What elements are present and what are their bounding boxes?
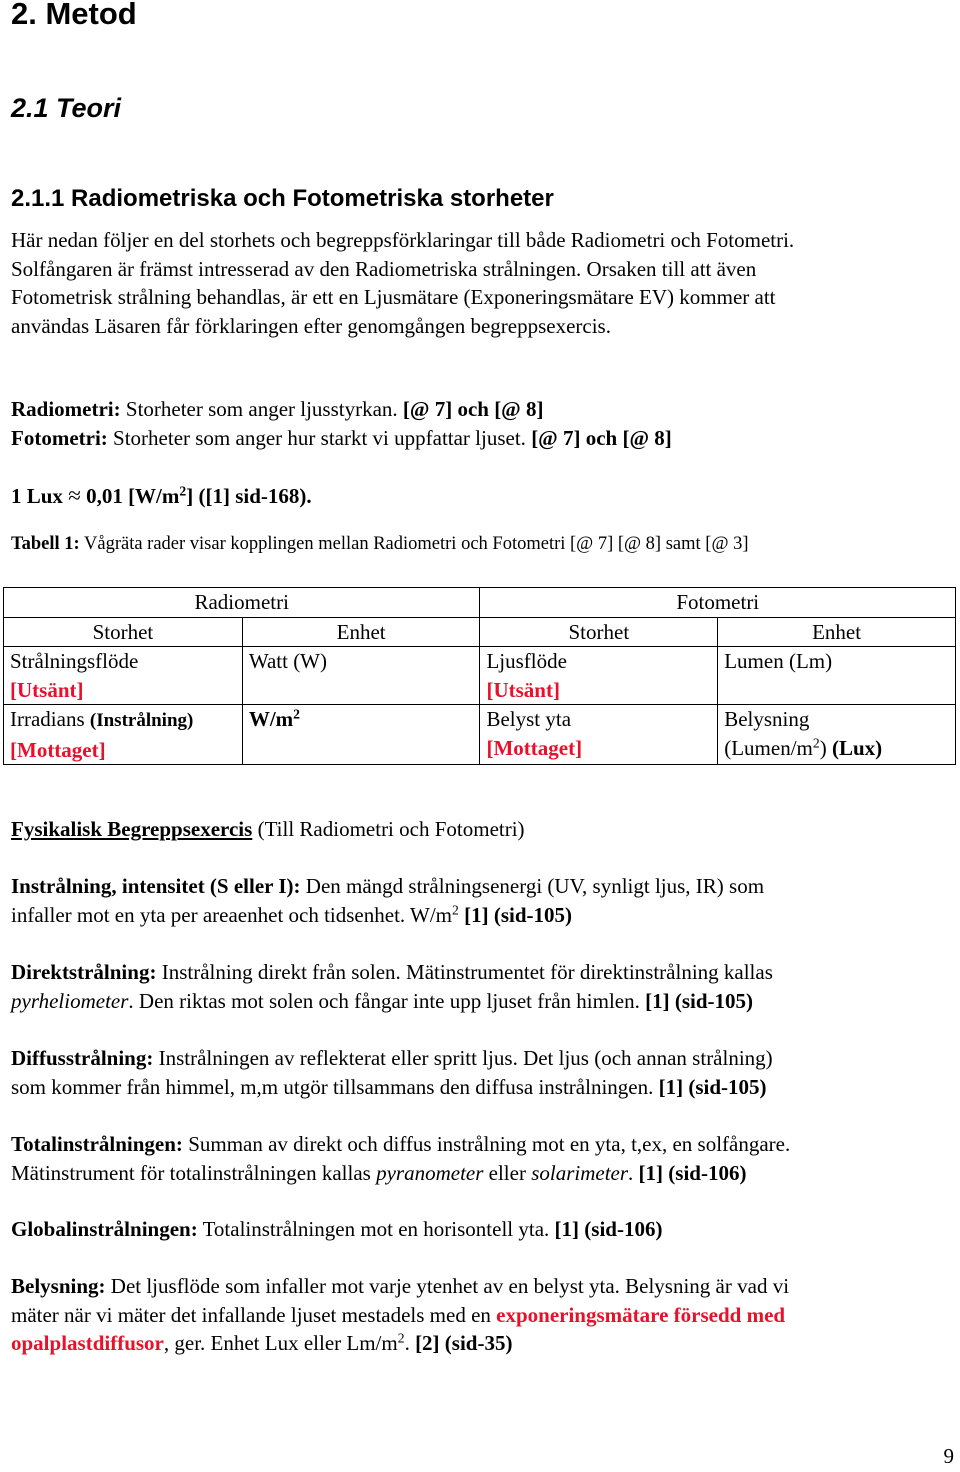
term-diffusstralning: Diffusstrålning: Instrålningen av reflekterat eller spritt ljus. Det ljus (och annan strålning) som kommer från himmel, m,m utgör tillsammans den diffusa instrålningen. [1] (sid-105) [11,1046,773,1099]
reference: [@ 7] och [@ 8] [531,426,672,450]
definition-fotometri: Fotometri: Storheter som anger hur starkt vi uppfattar ljuset. [@ 7] och [@ 8] [11,426,672,450]
table-caption: Tabell 1: Vågräta rader visar kopplingen mellan Radiometri och Fotometri [@ 7] [@ 8] samt [@ 3] [11,534,749,554]
term: Instrålning, intensitet (S eller I): [11,874,301,898]
lux-conversion: 1 Lux ≈ 0,01 $[W/m^2]$ ([1] sid-168). [11,483,312,508]
table-row [4,617,956,647]
page-number: 9 [943,1444,954,1468]
table-cell: $W/m^2$ [242,705,480,765]
table-cell: Irradians (Instrålning) [Mottaget] [4,705,243,765]
highlight-red: exponeringsmätare försedd med [496,1302,786,1327]
heading-metod: 2. Metod [11,0,137,31]
group-header-radiometri: Radiometri [4,588,480,618]
term-direktstralning: Direktstrålning: Instrålning direkt från solen. Mätinstrumentet för direktinstrålning kallas pyrheliometer. Den riktas mot solen och fångar inte upp ljuset från himlen. [1] (sid-105) [11,960,773,1013]
intro-line: Solfångaren är främst intresserad av den Radiometriska strålningen. Orsaken till att även [11,256,757,281]
approx-symbol: ≈ [68,483,81,508]
exercise-heading: Fysikalisk Begreppsexercis (Till Radiometri och Fotometri) [11,817,525,841]
reference: [1] (sid-106) [554,1217,663,1241]
table-row [4,588,956,618]
tag-utsant: [Utsänt] [10,677,84,702]
table-cell: Ljusflöde [Utsänt] [480,647,718,705]
table-cell: Lumen (Lm) [718,647,956,705]
reference: [1] (sid-105) [458,902,573,927]
radiometri-fotometri-table [3,587,956,765]
term: Radiometri: [11,397,121,421]
intro-paragraph [11,226,794,340]
table-cell: Strålningsflöde [Utsänt] [4,647,243,705]
term: Globalinstrålningen: [11,1217,198,1241]
reference: [2] (sid-35) [415,1331,513,1355]
definition-radiometri: Radiometri: Storheter som anger ljusstyrkan. [@ 7] och [@ 8] [11,397,544,421]
term: Direktstrålning: [11,960,157,984]
group-header-fotometri: Fotometri [480,588,956,618]
column-header-storhet: Storhet [480,617,718,647]
table-cell: Belyst yta [Mottaget] [480,705,718,765]
reference: [1] (sid-105) [658,1074,767,1099]
reference: [1] (sid-106) [638,1160,747,1185]
tag-mottaget: [Mottaget] [486,735,583,760]
term: Fotometri: [11,426,108,450]
reference: [@ 7] och [@ 8] [402,397,544,421]
column-header-enhet: Enhet [718,617,956,647]
term: Totalinstrålningen: [11,1132,183,1156]
highlight-red: opalplastdiffusor [11,1331,164,1355]
column-header-storhet: Storhet [4,617,243,647]
term-instralning: Instrålning, intensitet (S eller I): Den mängd strålningsenergi (UV, synligt ljus, IR) som infaller mot en yta per areaenhet och tidsenhet. $W/m^2$ [1] (sid-105) [11,874,765,927]
table-row [4,647,956,705]
heading-radiometriska: 2.1.1 Radiometriska och Fotometriska storheter [11,185,554,212]
table-cell: Belysning $(Lumen/m^2)$ (Lux) [718,705,956,765]
term: Diffusstrålning: [11,1046,154,1070]
term: Belysning: [11,1274,106,1298]
table-row [4,705,956,765]
heading-teori: 2.1 Teori [11,93,122,123]
intro-line: Här nedan följer en del storhets och begreppsförklaringar till både Radiometri och Fotometri. [11,228,795,252]
intro-line: användas Läsaren får förklaringen efter genomgången begreppsexercis. [11,313,611,338]
reference: [1] (sid-105) [645,988,754,1013]
intro-line: Fotometrisk strålning behandlas, är ett en Ljusmätare (Exponeringsmätare EV) kommer att [11,285,776,309]
term-totalinstralningen: Totalinstrålningen: Summan av direkt och diffus instrålning mot en yta, t,ex, en solfångare. Mätinstrument för totalinstrålningen kallas pyranometer eller solarimeter. [1] (sid-106) [11,1132,791,1185]
term-globalinstralningen: Globalinstrålningen: Totalinstrålningen mot en horisontell yta. [1] (sid-106) [11,1217,663,1241]
tag-utsant: [Utsänt] [486,677,560,702]
table-cell: Watt (W) [242,647,480,705]
column-header-enhet: Enhet [242,617,480,647]
caption-label: Tabell 1: [11,534,80,554]
term-belysning: Belysning: Det ljusflöde som infaller mot varje ytenhet av en belyst yta. Belysning är vad vi mäter när vi mäter det infallande ljuset mestadels med en exponeringsmätare försedd med opalplastdiffusor, ger. Enhet Lux eller $Lm/m^2$. [2] (sid-35) [11,1274,790,1355]
tag-mottaget: [Mottaget] [10,737,106,762]
